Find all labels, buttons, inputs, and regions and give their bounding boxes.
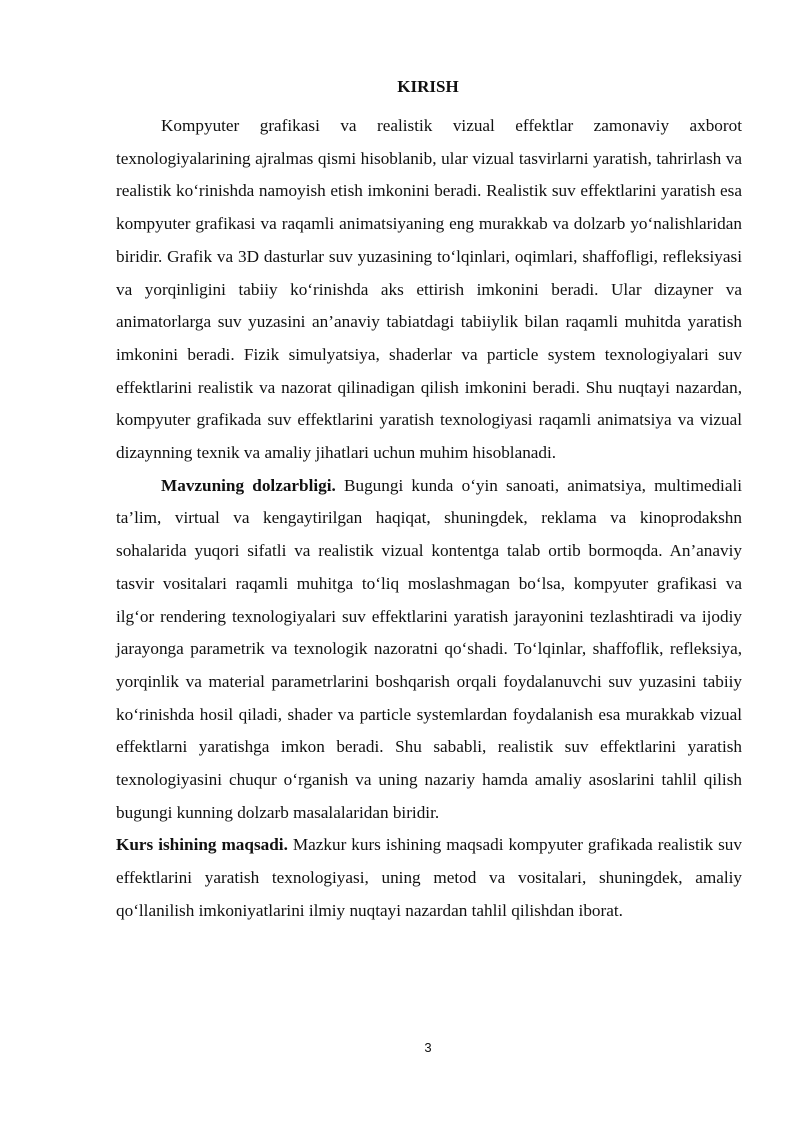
relevance-paragraph bbox=[116, 470, 742, 830]
section-title: KIRISH bbox=[397, 77, 459, 96]
goal-paragraph-text: Mazkur kurs ishining maqsadi kompyuter grafikada realistik suv effektlarini yaratish texnologiyasi, uning metod va vositalari, shuningdek, amaliy qoʻllanilish imkoniyatlarini ilmiy nuqtayi nazardan tahlil qilishdan iborat. bbox=[116, 835, 742, 920]
goal-heading: Kurs ishining maqsadi. bbox=[116, 835, 288, 855]
relevance-heading: Mavzuning dolzarbligi. bbox=[161, 475, 336, 495]
relevance-paragraph-text: Bugungi kunda oʻyin sanoati, animatsiya, multimediali ta’lim, virtual va kengaytirilgan haqiqat, shuningdek, reklama va kinoprodakshn sohalarida yuqori sifatli va realistik vizual kontentga talab ortib bormoqda. An’anaviy tasvir vositalari raqamli muhitga toʻliq moslashmagan boʻlsa, kompyuter grafikasi va ilgʻor rendering texnologiyalari suv effektlarini yaratish jarayonini tezlashtiradi va ijodiy jarayonga parametrik va texnologik nazoratni qoʻshadi. Toʻlqinlar, shaffoflik, refleksiya, yorqinlik va material parametrlarini boshqarish orqali foydalanuvchi suv yuzasini tabiiy koʻrinishda hosil qiladi, shader va particle systemlardan foydalanish esa murakkab vizual effektlarni yaratishga imkon beradi. Shu sababli, realistik suv effektlarini yaratish texnologiyasini chuqur oʻrganish va uning nazariy hamda amaliy asoslarini tahlil qilish bugungi kunning dolzarb masalalaridan biridir. bbox=[116, 475, 742, 822]
body-text bbox=[116, 110, 742, 928]
page-number: 3 bbox=[424, 1040, 432, 1055]
intro-paragraph bbox=[116, 110, 742, 470]
goal-paragraph bbox=[116, 829, 742, 927]
intro-paragraph-text: Kompyuter grafikasi va realistik vizual effektlar zamonaviy axborot texnologiyalarining ajralmas qismi hisoblanib, ular vizual tasvirlarni yaratish, tahrirlash va realistik koʻrinishda namoyish etish imkonini beradi. Realistik suv effektlarini yaratish esa kompyuter grafikasi va raqamli animatsiyaning eng murakkab va dolzarb yoʻnalishlaridan biridir. Grafik va 3D dasturlar suv yuzasining toʻlqinlari, oqimlari, shaffofligi, refleksiyasi va yorqinligini tabiiy koʻrinishda aks ettirish imkonini beradi. Ular dizayner va animatorlarga suv yuzasini an’anaviy tabiatdagi tabiiylik bilan raqamli muhitda yaratish imkonini beradi. Fizik simulyatsiya, shaderlar va particle system texnologiyalari suv effektlarini realistik va nazorat qilinadigan qilish imkonini beradi. Shu nuqtayi nazardan, kompyuter grafikada suv effektlarini yaratish texnologiyasi raqamli animatsiya va vizual dizaynning texnik va amaliy jihatlari uchun muhim hisoblanadi. bbox=[116, 116, 742, 463]
